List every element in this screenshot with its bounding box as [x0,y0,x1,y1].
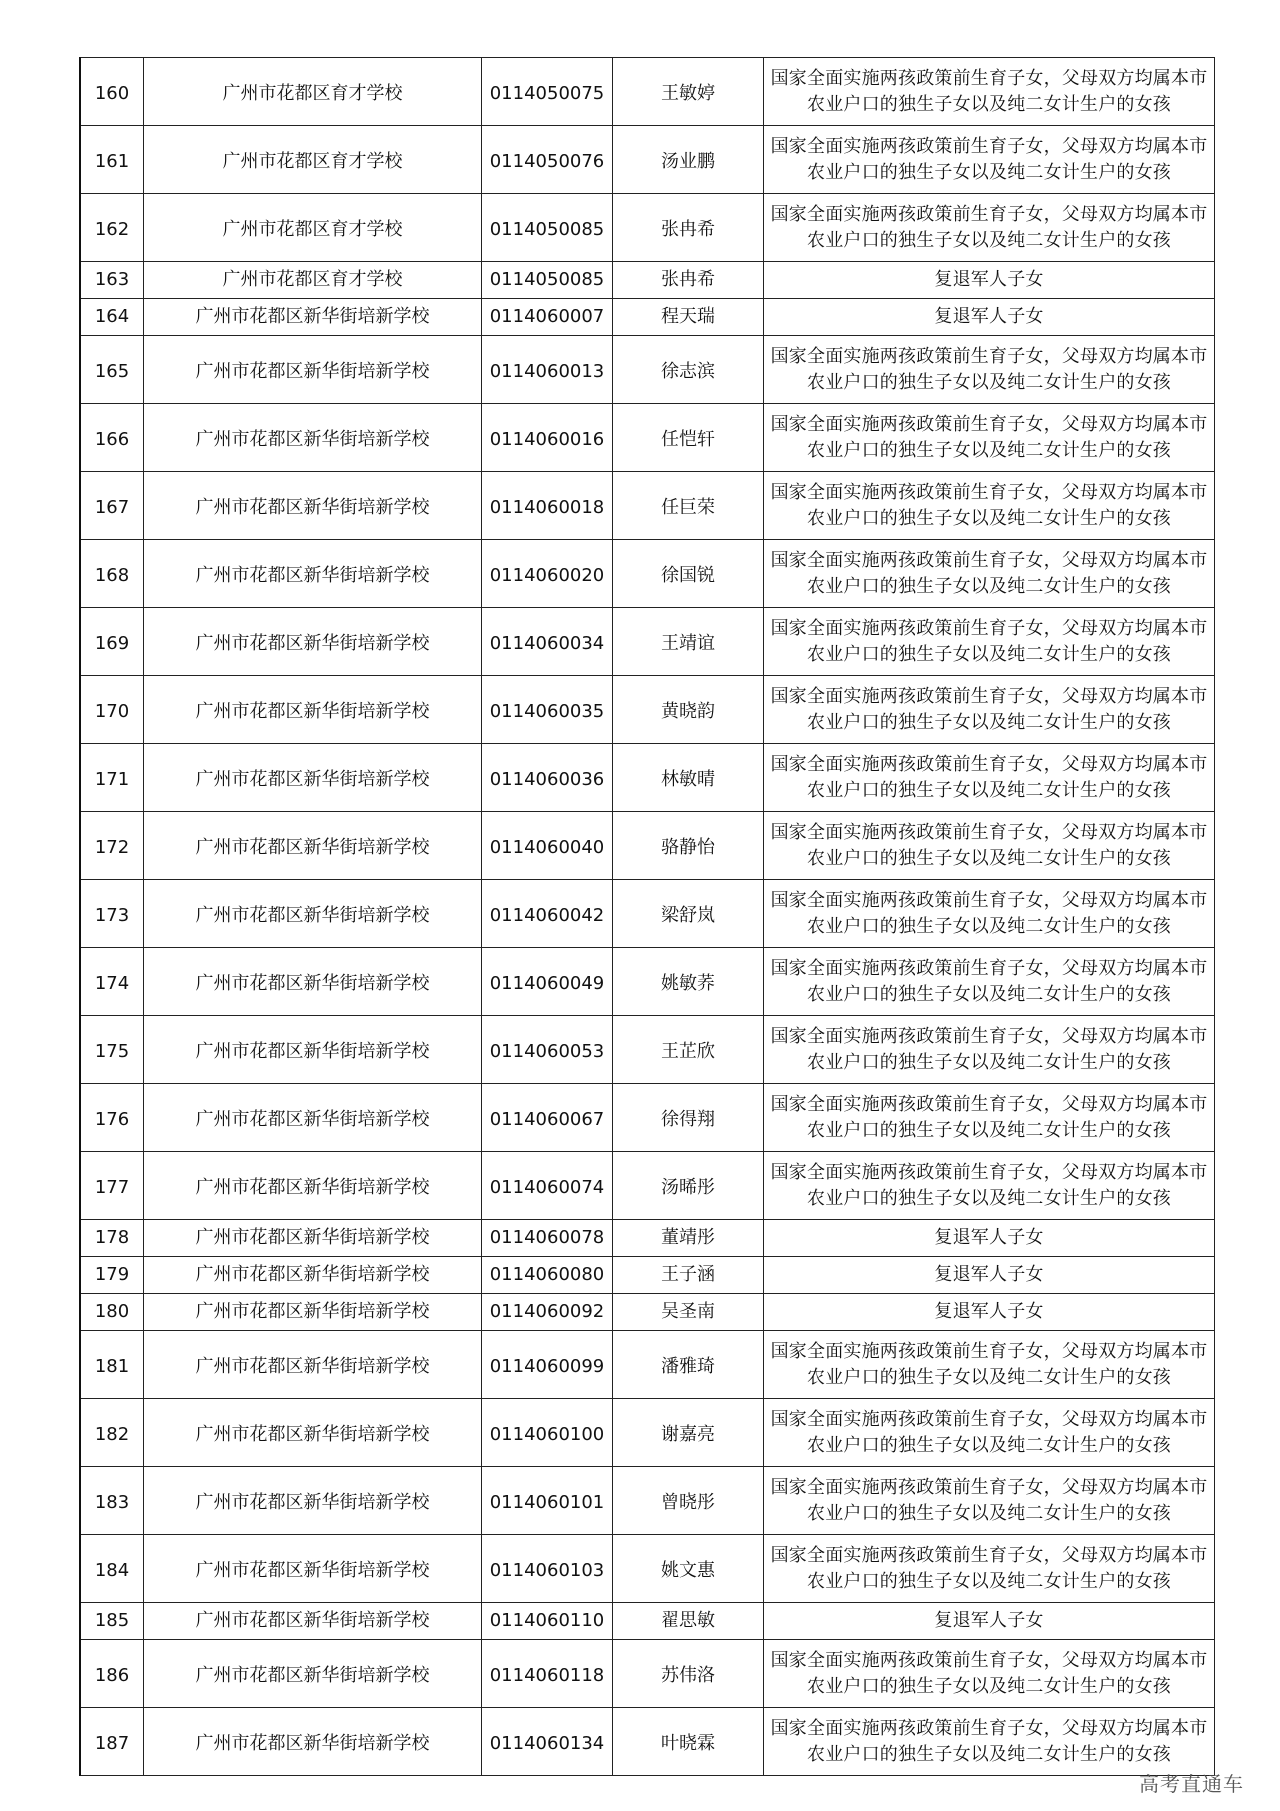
student-name-cell: 姚文惠 [613,1535,764,1603]
category-text: 国家全面实施两孩政策前生育子女，父母双方均属本市农业户口的独生子女以及纯二女计生户的女孩 [770,481,1208,529]
school-cell: 广州市花都区新华街培新学校 [144,676,482,744]
category-text: 国家全面实施两孩政策前生育子女，父母双方均属本市农业户口的独生子女以及纯二女计生户的女孩 [770,1717,1208,1765]
category-text: 复退军人子女 [934,269,1044,290]
row-number-cell: 182 [80,1399,144,1467]
category-text: 国家全面实施两孩政策前生育子女，父母双方均属本市农业户口的独生子女以及纯二女计生户的女孩 [770,67,1208,115]
student-name-cell: 梁舒岚 [613,880,764,948]
row-number-cell: 166 [80,404,144,472]
row-number-cell: 187 [80,1708,144,1776]
student-id-cell: 0114060134 [482,1708,613,1776]
school-cell: 广州市花都区新华街培新学校 [144,299,482,336]
row-number-cell: 168 [80,540,144,608]
school-cell: 广州市花都区新华街培新学校 [144,1084,482,1152]
row-number-cell: 161 [80,126,144,194]
table-row [80,880,1215,948]
student-id-cell: 0114060100 [482,1399,613,1467]
row-number-cell: 162 [80,194,144,262]
category-cell [764,1467,1215,1535]
student-name-cell: 任巨荣 [613,472,764,540]
table-row [80,676,1215,744]
table-row [80,126,1215,194]
table-row [80,540,1215,608]
student-id-cell: 0114060013 [482,336,613,404]
row-number-cell: 173 [80,880,144,948]
row-number-cell: 185 [80,1603,144,1640]
category-cell [764,262,1215,299]
category-text: 国家全面实施两孩政策前生育子女，父母双方均属本市农业户口的独生子女以及纯二女计生户的女孩 [770,1161,1208,1209]
category-text: 国家全面实施两孩政策前生育子女，父母双方均属本市农业户口的独生子女以及纯二女计生户的女孩 [770,1093,1208,1141]
school-cell: 广州市花都区新华街培新学校 [144,1399,482,1467]
student-id-cell: 0114060040 [482,812,613,880]
category-cell [764,1708,1215,1776]
school-cell: 广州市花都区新华街培新学校 [144,1331,482,1399]
school-cell: 广州市花都区新华街培新学校 [144,1257,482,1294]
row-number-cell: 160 [80,58,144,126]
category-cell [764,1294,1215,1331]
school-cell: 广州市花都区新华街培新学校 [144,1603,482,1640]
row-number-cell: 164 [80,299,144,336]
student-id-cell: 0114060078 [482,1220,613,1257]
category-cell [764,880,1215,948]
table-row [80,299,1215,336]
table-row [80,472,1215,540]
student-name-cell: 王子涵 [613,1257,764,1294]
category-cell [764,948,1215,1016]
school-cell: 广州市花都区新华街培新学校 [144,948,482,1016]
category-cell [764,1257,1215,1294]
table-row [80,1152,1215,1220]
student-id-cell: 0114060118 [482,1640,613,1708]
category-text: 国家全面实施两孩政策前生育子女，父母双方均属本市农业户口的独生子女以及纯二女计生户的女孩 [770,1340,1208,1388]
row-number-cell: 174 [80,948,144,1016]
table-row [80,194,1215,262]
category-cell [764,58,1215,126]
category-cell [764,1084,1215,1152]
category-cell [764,1640,1215,1708]
category-text: 复退军人子女 [934,1610,1044,1631]
student-id-cell: 0114050076 [482,126,613,194]
category-cell [764,126,1215,194]
school-cell: 广州市花都区新华街培新学校 [144,336,482,404]
student-id-cell: 0114060034 [482,608,613,676]
student-name-cell: 王芷欣 [613,1016,764,1084]
category-text: 复退军人子女 [934,1301,1044,1322]
student-name-cell: 程天瑞 [613,299,764,336]
student-id-cell: 0114060020 [482,540,613,608]
school-cell: 广州市花都区新华街培新学校 [144,1152,482,1220]
category-text: 国家全面实施两孩政策前生育子女，父母双方均属本市农业户口的独生子女以及纯二女计生户的女孩 [770,1544,1208,1592]
school-cell: 广州市花都区新华街培新学校 [144,1220,482,1257]
category-cell [764,744,1215,812]
category-text: 国家全面实施两孩政策前生育子女，父母双方均属本市农业户口的独生子女以及纯二女计生户的女孩 [770,1649,1208,1697]
row-number-cell: 177 [80,1152,144,1220]
school-cell: 广州市花都区新华街培新学校 [144,1016,482,1084]
student-name-cell: 徐志滨 [613,336,764,404]
category-cell [764,299,1215,336]
watermark-text: 高考直通车 [1139,1772,1244,1796]
student-name-cell: 任恺轩 [613,404,764,472]
row-number-cell: 183 [80,1467,144,1535]
category-text: 复退军人子女 [934,1227,1044,1248]
category-text: 国家全面实施两孩政策前生育子女，父母双方均属本市农业户口的独生子女以及纯二女计生户的女孩 [770,345,1208,393]
school-cell: 广州市花都区育才学校 [144,262,482,299]
student-name-cell: 吴圣南 [613,1294,764,1331]
category-text: 复退军人子女 [934,1264,1044,1285]
category-cell [764,812,1215,880]
table-row [80,608,1215,676]
school-cell: 广州市花都区新华街培新学校 [144,540,482,608]
category-cell [764,540,1215,608]
student-name-cell: 张冉希 [613,262,764,299]
table-row [80,1535,1215,1603]
student-name-cell: 张冉希 [613,194,764,262]
category-cell [764,676,1215,744]
student-id-cell: 0114060053 [482,1016,613,1084]
student-id-cell: 0114050085 [482,262,613,299]
student-id-cell: 0114050085 [482,194,613,262]
category-text: 国家全面实施两孩政策前生育子女，父母双方均属本市农业户口的独生子女以及纯二女计生户的女孩 [770,889,1208,937]
category-cell [764,472,1215,540]
student-name-cell: 姚敏荞 [613,948,764,1016]
category-text: 国家全面实施两孩政策前生育子女，父母双方均属本市农业户口的独生子女以及纯二女计生户的女孩 [770,685,1208,733]
student-name-cell: 翟思敏 [613,1603,764,1640]
student-name-cell: 谢嘉亮 [613,1399,764,1467]
table-row [80,812,1215,880]
category-cell [764,1331,1215,1399]
school-cell: 广州市花都区新华街培新学校 [144,1294,482,1331]
category-text: 国家全面实施两孩政策前生育子女，父母双方均属本市农业户口的独生子女以及纯二女计生户的女孩 [770,957,1208,1005]
school-cell: 广州市花都区育才学校 [144,126,482,194]
table-row [80,1603,1215,1640]
student-id-cell: 0114060074 [482,1152,613,1220]
student-id-cell: 0114060036 [482,744,613,812]
category-text: 国家全面实施两孩政策前生育子女，父母双方均属本市农业户口的独生子女以及纯二女计生户的女孩 [770,413,1208,461]
table-row [80,1084,1215,1152]
student-id-cell: 0114060016 [482,404,613,472]
table-row [80,948,1215,1016]
table-row [80,1399,1215,1467]
table-row [80,1708,1215,1776]
row-number-cell: 172 [80,812,144,880]
student-id-cell: 0114060080 [482,1257,613,1294]
category-cell [764,1535,1215,1603]
student-id-cell: 0114060099 [482,1331,613,1399]
category-cell [764,404,1215,472]
category-text: 复退军人子女 [934,306,1044,327]
row-number-cell: 178 [80,1220,144,1257]
table-row [80,1294,1215,1331]
category-cell [764,336,1215,404]
student-name-cell: 董靖彤 [613,1220,764,1257]
row-number-cell: 175 [80,1016,144,1084]
category-cell [764,194,1215,262]
student-name-cell: 骆静怡 [613,812,764,880]
student-name-cell: 叶晓霖 [613,1708,764,1776]
category-cell [764,1603,1215,1640]
school-cell: 广州市花都区新华街培新学校 [144,880,482,948]
student-name-cell: 苏伟洛 [613,1640,764,1708]
student-name-cell: 王敏婷 [613,58,764,126]
table-row [80,1016,1215,1084]
row-number-cell: 184 [80,1535,144,1603]
category-text: 国家全面实施两孩政策前生育子女，父母双方均属本市农业户口的独生子女以及纯二女计生户的女孩 [770,135,1208,183]
row-number-cell: 170 [80,676,144,744]
row-number-cell: 181 [80,1331,144,1399]
category-cell [764,608,1215,676]
school-cell: 广州市花都区新华街培新学校 [144,1640,482,1708]
school-cell: 广州市花都区新华街培新学校 [144,608,482,676]
table-row [80,1220,1215,1257]
student-id-cell: 0114060067 [482,1084,613,1152]
row-number-cell: 171 [80,744,144,812]
student-name-cell: 徐国锐 [613,540,764,608]
category-cell [764,1399,1215,1467]
row-number-cell: 179 [80,1257,144,1294]
row-number-cell: 169 [80,608,144,676]
category-text: 国家全面实施两孩政策前生育子女，父母双方均属本市农业户口的独生子女以及纯二女计生户的女孩 [770,617,1208,665]
table-row [80,1467,1215,1535]
category-cell [764,1220,1215,1257]
category-text: 国家全面实施两孩政策前生育子女，父母双方均属本市农业户口的独生子女以及纯二女计生户的女孩 [770,203,1208,251]
student-name-cell: 林敏晴 [613,744,764,812]
student-id-cell: 0114060018 [482,472,613,540]
table-row [80,1257,1215,1294]
student-id-cell: 0114060101 [482,1467,613,1535]
table-row [80,744,1215,812]
student-name-cell: 黄晓韵 [613,676,764,744]
student-id-cell: 0114060049 [482,948,613,1016]
row-number-cell: 176 [80,1084,144,1152]
student-id-cell: 0114060110 [482,1603,613,1640]
table-row [80,1640,1215,1708]
row-number-cell: 165 [80,336,144,404]
student-id-cell: 0114060103 [482,1535,613,1603]
school-cell: 广州市花都区新华街培新学校 [144,404,482,472]
school-cell: 广州市花都区新华街培新学校 [144,1535,482,1603]
table-row [80,404,1215,472]
row-number-cell: 163 [80,262,144,299]
school-cell: 广州市花都区新华街培新学校 [144,744,482,812]
student-id-cell: 0114060035 [482,676,613,744]
student-id-cell: 0114060007 [482,299,613,336]
category-text: 国家全面实施两孩政策前生育子女，父母双方均属本市农业户口的独生子女以及纯二女计生户的女孩 [770,1408,1208,1456]
school-cell: 广州市花都区新华街培新学校 [144,812,482,880]
category-text: 国家全面实施两孩政策前生育子女，父母双方均属本市农业户口的独生子女以及纯二女计生户的女孩 [770,1476,1208,1524]
table-row [80,1331,1215,1399]
table-row [80,58,1215,126]
student-id-cell: 0114060042 [482,880,613,948]
roster-table [79,57,1215,1776]
row-number-cell: 167 [80,472,144,540]
school-cell: 广州市花都区新华街培新学校 [144,1467,482,1535]
student-name-cell: 曾晓彤 [613,1467,764,1535]
school-cell: 广州市花都区新华街培新学校 [144,472,482,540]
category-cell [764,1152,1215,1220]
category-cell [764,1016,1215,1084]
student-id-cell: 0114060092 [482,1294,613,1331]
student-name-cell: 徐得翔 [613,1084,764,1152]
row-number-cell: 180 [80,1294,144,1331]
school-cell: 广州市花都区育才学校 [144,58,482,126]
student-name-cell: 汤业鹏 [613,126,764,194]
school-cell: 广州市花都区育才学校 [144,194,482,262]
table-row [80,336,1215,404]
student-name-cell: 王靖谊 [613,608,764,676]
category-text: 国家全面实施两孩政策前生育子女，父母双方均属本市农业户口的独生子女以及纯二女计生户的女孩 [770,1025,1208,1073]
roster-body [80,58,1215,1776]
student-name-cell: 潘雅琦 [613,1331,764,1399]
category-text: 国家全面实施两孩政策前生育子女，父母双方均属本市农业户口的独生子女以及纯二女计生户的女孩 [770,753,1208,801]
category-text: 国家全面实施两孩政策前生育子女，父母双方均属本市农业户口的独生子女以及纯二女计生户的女孩 [770,549,1208,597]
school-cell: 广州市花都区新华街培新学校 [144,1708,482,1776]
student-name-cell: 汤晞彤 [613,1152,764,1220]
student-id-cell: 0114050075 [482,58,613,126]
table-row [80,262,1215,299]
category-text: 国家全面实施两孩政策前生育子女，父母双方均属本市农业户口的独生子女以及纯二女计生户的女孩 [770,821,1208,869]
row-number-cell: 186 [80,1640,144,1708]
